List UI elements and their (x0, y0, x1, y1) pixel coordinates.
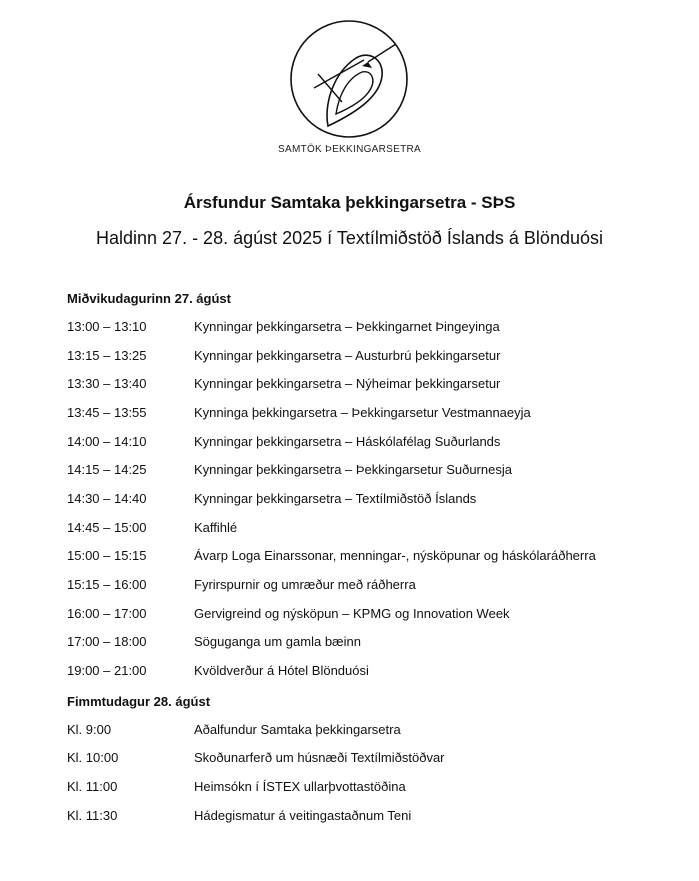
schedule-time: 14:15 – 14:25 (67, 462, 147, 478)
schedule-row (67, 341, 667, 370)
schedule-description: Kynningar þekkingarsetra – Textílmiðstöð Íslands (194, 490, 477, 506)
schedule-time: Kl. 11:00 (67, 779, 118, 795)
schedule-row (67, 744, 667, 773)
schedule-time: 13:00 – 13:10 (67, 318, 147, 334)
schedule-description: Kynningar þekkingarsetra – Þekkingarsetur Suðurnesja (194, 462, 512, 478)
schedule-time: 19:00 – 21:00 (67, 663, 147, 679)
schedule-description: Skoðunarferð um húsnæði Textílmiðstöðvar (194, 750, 445, 766)
schedule-row (67, 369, 667, 398)
schedule-row (67, 398, 667, 427)
schedule-description: Kynningar þekkingarsetra – Háskólafélag Suðurlands (194, 433, 501, 449)
schedule (67, 290, 667, 830)
page-subtitle: Haldinn 27. - 28. ágúst 2025 í Textílmiðstöð Íslands á Blönduósi (96, 228, 603, 248)
schedule-description: Kvöldverður á Hótel Blönduósi (194, 663, 369, 679)
schedule-time: Kl. 11:30 (67, 807, 118, 823)
schedule-description: Aðalfundur Samtaka þekkingarsetra (194, 721, 401, 737)
schedule-time: 13:15 – 13:25 (67, 347, 147, 363)
schedule-description: Hádegismatur á veitingastaðnum Teni (194, 807, 412, 823)
schedule-time: 14:30 – 14:40 (67, 490, 147, 506)
schedule-description: Söguganga um gamla bæinn (194, 634, 361, 650)
schedule-row (67, 801, 667, 830)
schedule-description: Heimsókn í ÍSTEX ullarþvottastöðina (194, 779, 406, 795)
schedule-description: Kynningar þekkingarsetra – Austurbrú þekkingarsetur (194, 347, 501, 363)
schedule-description: Kynningar þekkingarsetra – Þekkingarnet Þingeyinga (194, 318, 500, 334)
schedule-row (67, 715, 667, 744)
day1-heading: Miðvikudagurinn 27. ágúst (67, 291, 231, 306)
schedule-description: Kaffihlé (194, 519, 238, 535)
schedule-row (67, 513, 667, 542)
schedule-row (67, 656, 667, 685)
schedule-row (67, 542, 667, 571)
schedule-time: 15:00 – 15:15 (67, 548, 147, 564)
schedule-time: 13:45 – 13:55 (67, 404, 147, 420)
schedule-time: 14:00 – 14:10 (67, 433, 147, 449)
day1-list (67, 312, 667, 685)
day2-list (67, 715, 667, 830)
schedule-description: Fyrirspurnir og umræður með ráðherra (194, 577, 416, 593)
schedule-description: Kynningar þekkingarsetra – Nýheimar þekkingarsetur (194, 376, 501, 392)
schedule-row (67, 570, 667, 599)
schedule-time: 14:45 – 15:00 (67, 519, 147, 535)
schedule-row (67, 312, 667, 341)
schedule-row (67, 427, 667, 456)
schedule-row (67, 455, 667, 484)
logo-caption: SAMTÖK ÞEKKINGARSETRA (278, 144, 421, 155)
day2-heading: Fimmtudagur 28. ágúst (67, 693, 211, 709)
schedule-row (67, 484, 667, 513)
schedule-time: 16:00 – 17:00 (67, 605, 147, 621)
schedule-time: 15:15 – 16:00 (67, 577, 147, 593)
schedule-row (67, 599, 667, 628)
schedule-description: Kynninga þekkingarsetra – Þekkingarsetur Vestmannaeyja (194, 404, 531, 420)
schedule-description: Gervigreind og nýsköpun – KPMG og Innovation Week (194, 605, 510, 621)
schedule-time: 13:30 – 13:40 (67, 376, 147, 392)
schedule-row (67, 772, 667, 801)
schedule-time: 17:00 – 18:00 (67, 634, 147, 650)
schedule-time: Kl. 10:00 (67, 750, 119, 766)
samtok-logo-icon (284, 14, 414, 144)
schedule-row (67, 628, 667, 657)
schedule-description: Ávarp Loga Einarssonar, menningar-, nýsköpunar og háskólaráðherra (194, 548, 596, 564)
page-title: Ársfundur Samtaka þekkingarsetra - SÞS (183, 193, 516, 212)
schedule-time: Kl. 9:00 (67, 721, 112, 737)
